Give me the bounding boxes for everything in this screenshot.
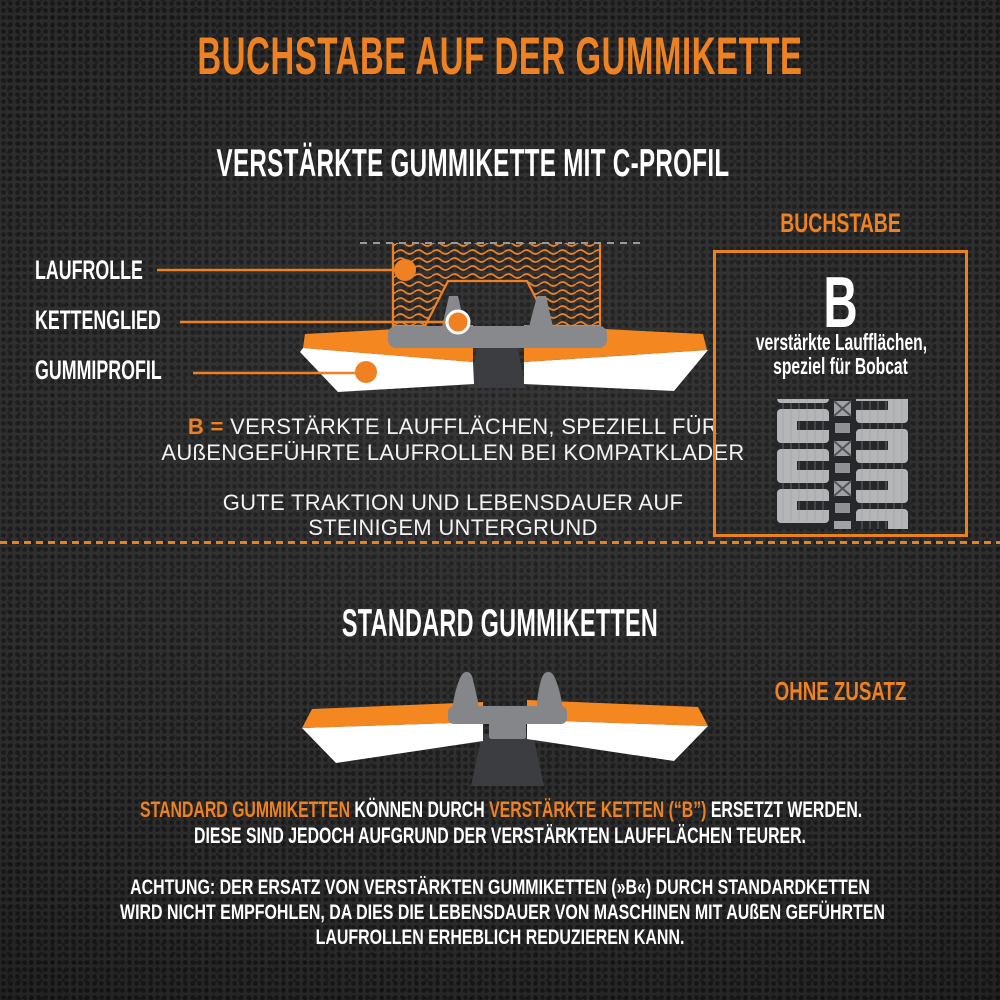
standard-pad-right: [527, 700, 708, 761]
buchstabe-panel: [713, 250, 968, 537]
callout-dot-laufrolle: [394, 259, 416, 281]
roller-hatch-area: [393, 243, 600, 326]
callout-kettenglied: [180, 311, 469, 333]
callout-dot-kettenglied: [447, 311, 469, 333]
replacement-note-verstaerkt: VERSTÄRKTE KETTEN (“B”): [489, 797, 707, 822]
rubber-pad-right: [524, 325, 708, 391]
chain-link-plate: [388, 326, 607, 348]
panel-description: verstärkte Laufflächen, speziel für Bobcat: [755, 329, 928, 379]
replacement-note-standard: STANDARD GUMMIKETTEN: [140, 797, 351, 822]
callout-laufrolle: [157, 259, 416, 281]
main-title: BUCHSTABE AUF DER GUMMIKETTE: [197, 27, 803, 86]
rubber-pad-left: [300, 325, 474, 392]
replacement-note: STANDARD GUMMIKETTEN KÖNNEN DURCH VERSTÄRKTE KETTEN (“B”) ERSETZT WERDEN. DIESE SIND JEDOCH AUFGRUND DER VERSTÄRKTEN LAUFFLÄCHEN TEURER.: [140, 797, 863, 848]
tread-gap: [468, 346, 526, 388]
callout-dot-gummiprofil: [355, 361, 377, 383]
section2-title: STANDARD GUMMIKETTEN: [341, 602, 659, 645]
label-laufrolle: LAUFROLLE: [35, 255, 143, 285]
panel-letter-b: B: [823, 263, 858, 343]
traction-note: GUTE TRAKTION UND LEBENSDAUER AUF STEINIGEM UNTERGRUND: [222, 490, 684, 540]
callout-gummiprofil: [193, 361, 377, 383]
b-meaning-line2: AUßENGEFÜHRTE LAUFROLLEN BEI KOMPATKLADER: [161, 440, 745, 465]
section1-title: VERSTÄRKTE GUMMIKETTE MIT C-PROFIL: [216, 142, 730, 185]
roller-hatch-outline: [393, 243, 600, 326]
dashed-divider: [0, 541, 1000, 544]
c-profile-track-diagram: [157, 243, 708, 392]
label-kettenglied: KETTENGLIED: [35, 305, 161, 335]
warning-label: ACHTUNG: [130, 876, 210, 899]
b-meaning-line1: VERSTÄRKTE LAUFFLÄCHEN, SPEZIELL FÜR: [230, 414, 719, 439]
panel-header: BUCHSTABE: [780, 208, 901, 238]
track-tread-pattern-image: [775, 399, 910, 529]
warning-paragraph: ACHTUNG: DER ERSATZ VON VERSTÄRKTEN GUMMIKETTEN (»B«) DURCH STANDARDKETTEN WIRD NICHT EMPFOHLEN, DA DIES DIE LEBENSDAUER VON MASCHINEN MIT AUßEN GEFÜHRTEN LAUFROLLEN ERHEBLICH REDUZIEREN KANN.: [120, 876, 885, 949]
standard-pad-left: [302, 702, 483, 763]
chain-link-tooth-right: [529, 296, 553, 327]
label-gummiprofil: GUMMIPROFIL: [35, 355, 162, 385]
standard-track-diagram: [302, 672, 708, 786]
badge-ohne-zusatz: OHNE ZUSATZ: [774, 676, 907, 706]
standard-chain-link: [448, 672, 567, 739]
tread-gap-2: [471, 734, 544, 786]
b-equals: B =: [187, 414, 231, 439]
chain-link-tooth-left: [442, 296, 465, 327]
